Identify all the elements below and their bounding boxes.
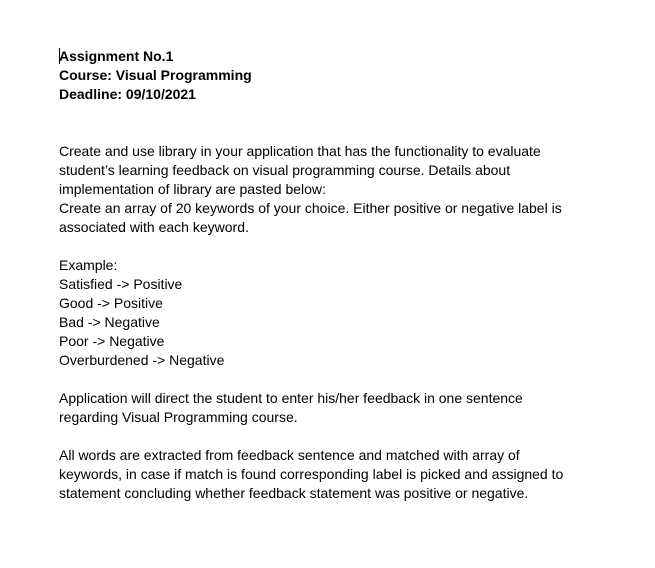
- paragraph-line: Application will direct the student to enter his/her feedback in one sentence: [59, 390, 523, 406]
- deadline-line: Deadline: 09/10/2021: [59, 86, 196, 102]
- paragraph-line: student’s learning feedback on visual programming course. Details about: [59, 162, 511, 178]
- paragraph-line: statement concluding whether feedback statement was positive or negative.: [59, 485, 529, 501]
- example-item: Poor -> Negative: [59, 333, 165, 349]
- document-page[interactable]: [59, 47, 619, 503]
- example-section: [59, 256, 619, 370]
- example-item: Good -> Positive: [59, 295, 163, 311]
- paragraph-line: keywords, in case if match is found corresponding label is picked and assigned to: [59, 466, 564, 482]
- example-item: Satisfied -> Positive: [59, 276, 183, 292]
- paragraph-line: Create an array of 20 keywords of your choice. Either positive or negative label is: [59, 200, 562, 216]
- example-title: Example:: [59, 257, 118, 273]
- intro-paragraph: [59, 142, 619, 237]
- course-line: Course: Visual Programming: [59, 67, 252, 83]
- example-item: Overburdened -> Negative: [59, 352, 225, 368]
- example-item: Bad -> Negative: [59, 314, 160, 330]
- paragraph-line: regarding Visual Programming course.: [59, 409, 298, 425]
- paragraph-line: All words are extracted from feedback sentence and matched with array of: [59, 447, 520, 463]
- paragraph-line: associated with each keyword.: [59, 219, 249, 235]
- feedback-paragraph: [59, 389, 619, 427]
- paragraph-line: Create and use library in your application that has the functionality to evaluate: [59, 143, 541, 159]
- assignment-title: Assignment No.1: [59, 48, 174, 64]
- assignment-header: [59, 47, 619, 104]
- paragraph-line: implementation of library are pasted below:: [59, 181, 326, 197]
- matching-paragraph: [59, 446, 619, 503]
